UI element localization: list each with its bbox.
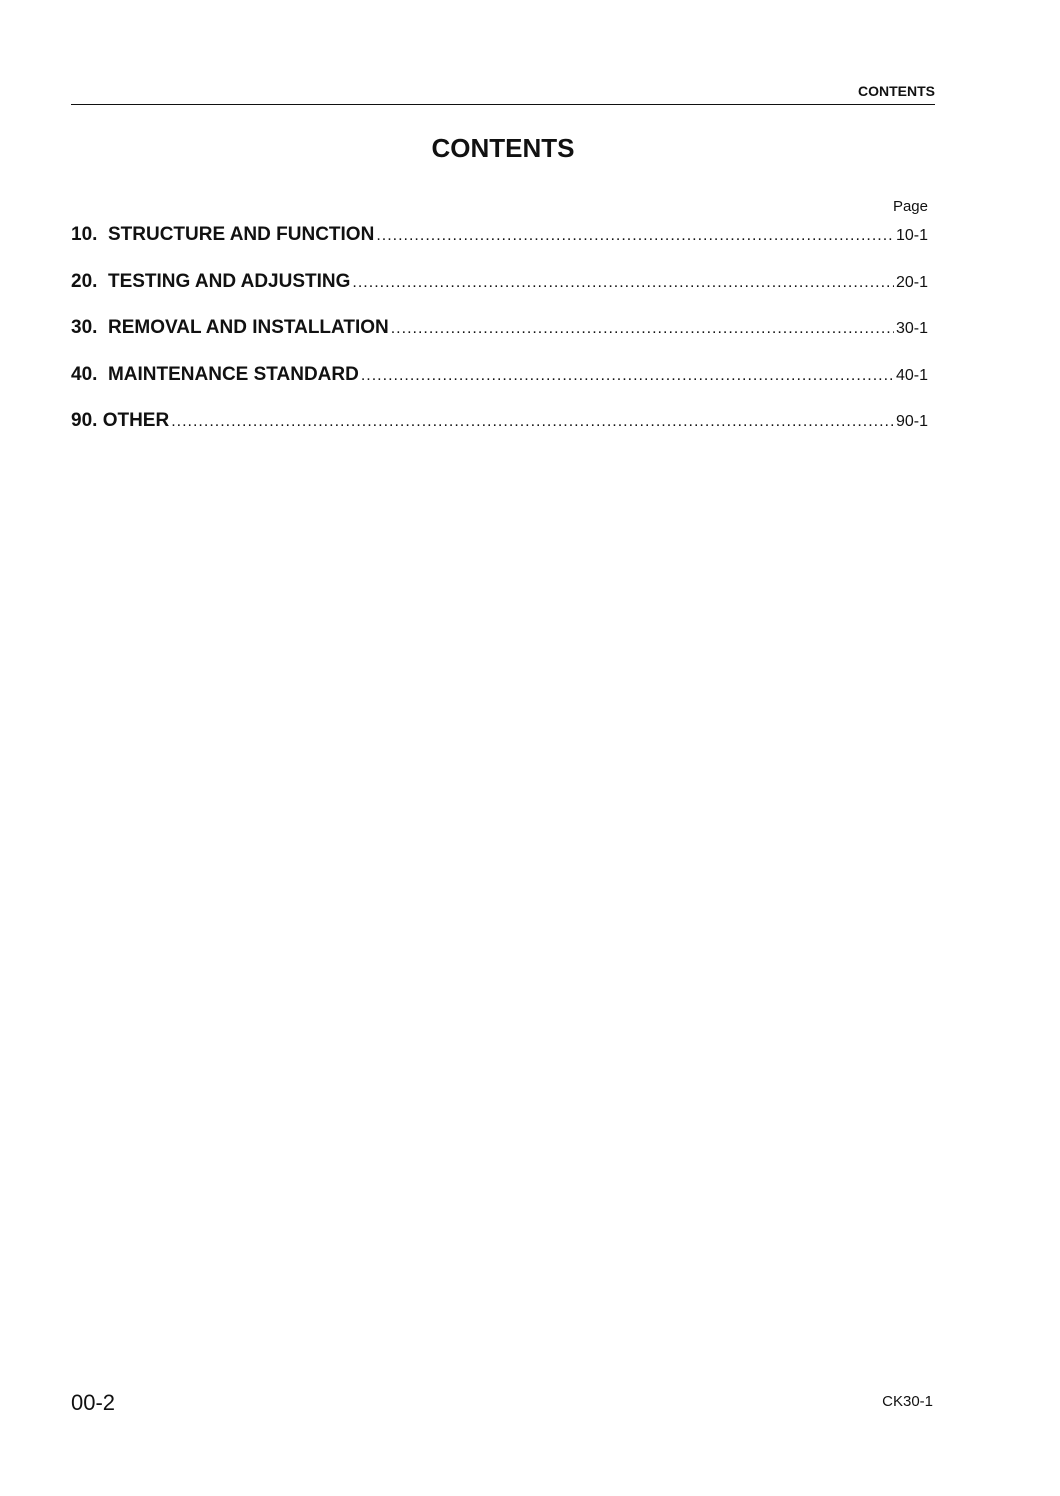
toc-entry-title: 20. TESTING AND ADJUSTING (71, 270, 351, 292)
toc-entry-page: 40-1 (895, 366, 928, 384)
page-title: CONTENTS (431, 133, 575, 163)
toc-entry-structure-and-function[interactable] (71, 222, 928, 269)
toc-entry-title: 90. OTHER (71, 410, 170, 431)
dot-leader (352, 270, 894, 296)
toc-entry-page: 90-1 (895, 413, 928, 430)
toc-entry-maintenance-standard[interactable] (71, 362, 928, 409)
toc-entry-title: 40. MAINTENANCE STANDARD (71, 363, 359, 385)
footer-page-number: 00-2 (71, 1390, 116, 1415)
toc-entry-other[interactable] (71, 408, 928, 455)
toc-entry-page: 30-1 (895, 320, 928, 337)
toc-entry-title: 10. STRUCTURE AND FUNCTION (71, 224, 375, 245)
header-rule (71, 104, 935, 105)
dot-leader (391, 316, 894, 342)
dot-leader (171, 409, 894, 435)
footer-model: CK30-1 (882, 1393, 933, 1410)
dot-leader (376, 223, 894, 249)
toc-entry-page: 10-1 (895, 227, 928, 244)
toc-entry-testing-and-adjusting[interactable] (71, 269, 928, 316)
running-header: CONTENTS (858, 83, 935, 99)
page-column-label: Page (892, 198, 928, 215)
toc-entry-removal-and-installation[interactable] (71, 315, 928, 362)
dot-leader (361, 363, 894, 389)
toc-entry-title: 30. REMOVAL AND INSTALLATION (71, 317, 389, 338)
toc-entry-page: 20-1 (895, 273, 928, 291)
table-of-contents (71, 222, 928, 455)
